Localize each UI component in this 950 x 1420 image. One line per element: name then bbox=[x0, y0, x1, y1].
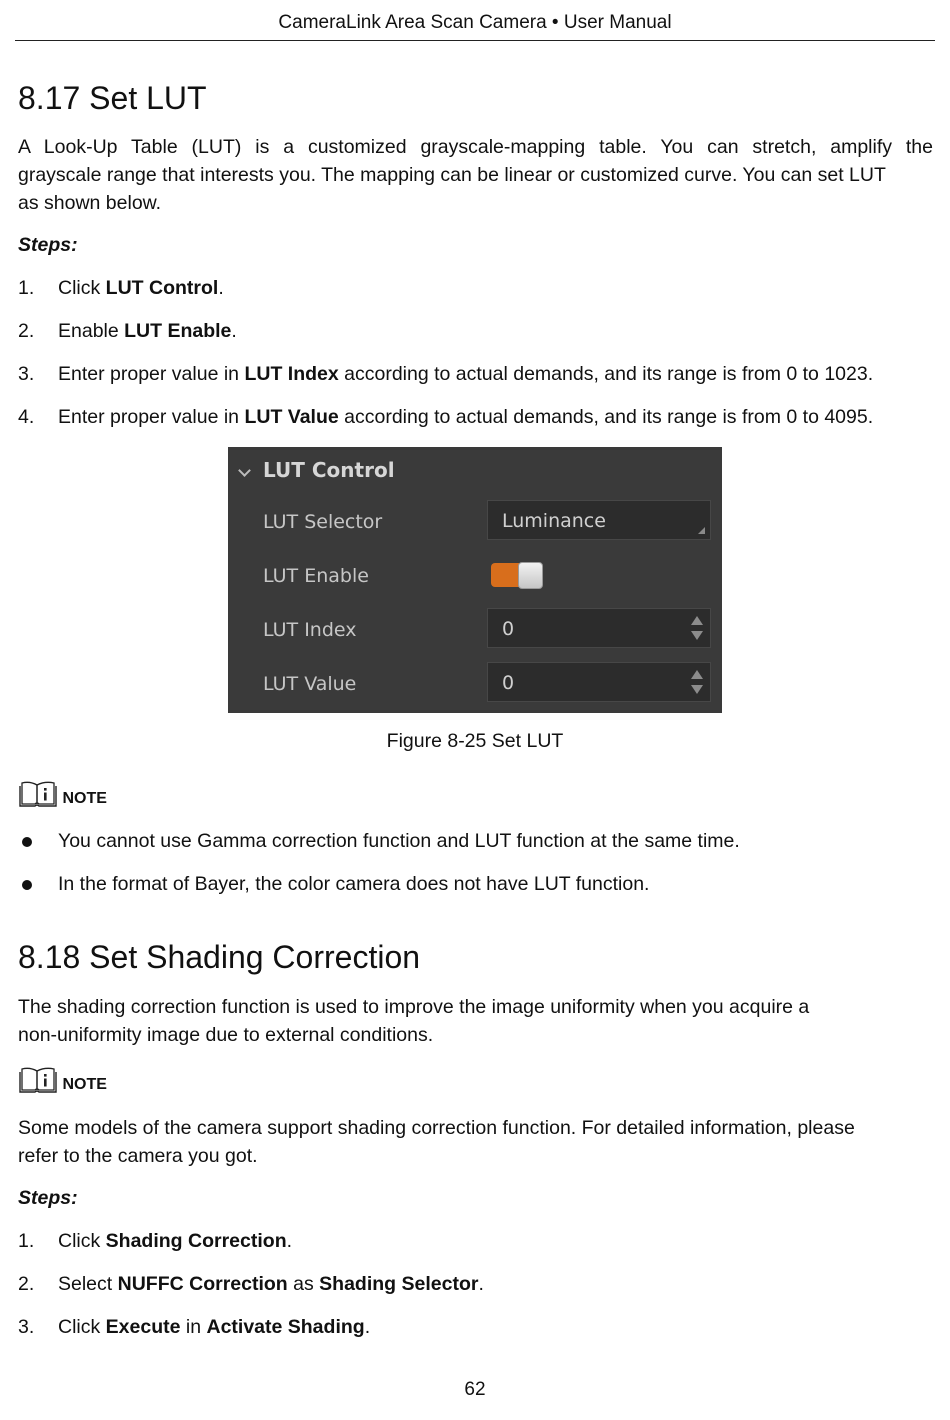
step-text: Enable bbox=[58, 320, 125, 342]
step-text: Click bbox=[58, 1316, 106, 1338]
steps-label: Steps: bbox=[18, 234, 78, 256]
lut-index-input[interactable] bbox=[487, 608, 711, 648]
step-text: according to actual demands, and its range is from 0 to 4095. bbox=[338, 406, 874, 428]
lut-control-panel bbox=[228, 447, 722, 713]
step-keyword: LUT Value bbox=[244, 406, 339, 428]
lut-selector-value: Luminance bbox=[502, 510, 606, 532]
lut-intro-line-1: A Look-Up Table (LUT) is a customized grayscale-mapping table. You can stretch, amplify the bbox=[18, 136, 933, 158]
step-number: 4. bbox=[18, 406, 35, 428]
chevron-down-icon[interactable] bbox=[238, 464, 251, 477]
step-number: 1. bbox=[18, 277, 35, 299]
steps-label: Steps: bbox=[18, 1187, 78, 1209]
step-number: 1. bbox=[18, 1230, 35, 1252]
lut-index-label: LUT Index bbox=[263, 619, 357, 641]
step-text: as bbox=[287, 1273, 320, 1295]
step-text: Click bbox=[58, 1230, 106, 1252]
shading-intro-line-1: The shading correction function is used to improve the image uniformity when you acquire a bbox=[18, 996, 810, 1018]
bullet-dot bbox=[22, 837, 32, 847]
note-book-icon bbox=[18, 780, 58, 808]
lut-index-value: 0 bbox=[502, 618, 515, 640]
step-number: 3. bbox=[18, 1316, 35, 1338]
page-number: 62 bbox=[464, 1379, 486, 1400]
step-number: 3. bbox=[18, 363, 35, 385]
toggle-knob bbox=[518, 562, 543, 589]
step-text: . bbox=[218, 277, 224, 299]
spin-up-icon[interactable] bbox=[691, 670, 703, 679]
step-keyword: LUT Enable bbox=[124, 320, 232, 342]
lut-enable-toggle[interactable] bbox=[491, 562, 545, 588]
section-heading-set-lut: 8.17 Set LUT bbox=[18, 80, 207, 116]
step-text: . bbox=[478, 1273, 484, 1295]
panel-title[interactable]: LUT Control bbox=[263, 458, 395, 482]
shading-note-line-1: Some models of the camera support shading correction function. For detailed information, please bbox=[18, 1117, 855, 1139]
step-keyword: Activate Shading bbox=[206, 1316, 365, 1338]
shading-intro-line-2: non-uniformity image due to external conditions. bbox=[18, 1024, 434, 1046]
shading-intro-paragraph bbox=[18, 993, 933, 1049]
spin-down-icon[interactable] bbox=[691, 685, 703, 694]
lut-intro-line-3: as shown below. bbox=[18, 192, 162, 214]
step-number: 2. bbox=[18, 1273, 35, 1295]
lut-value-value: 0 bbox=[502, 672, 515, 694]
lut-intro-line-2: grayscale range that interests you. The mapping can be linear or customized curve. You can set LUT bbox=[18, 164, 886, 186]
step-text: Enter proper value in bbox=[58, 406, 245, 428]
figure-caption: Figure 8-25 Set LUT bbox=[386, 730, 564, 752]
step-text: . bbox=[286, 1230, 293, 1252]
bullet-text: You cannot use Gamma correction function and LUT function at the same time. bbox=[58, 830, 740, 852]
lut-intro-paragraph bbox=[18, 133, 933, 217]
note-callout bbox=[18, 780, 107, 808]
lut-value-input[interactable] bbox=[487, 662, 711, 702]
section-heading-shading-correction: 8.18 Set Shading Correction bbox=[18, 939, 421, 975]
step-keyword: Execute bbox=[105, 1316, 181, 1338]
step-keyword: Shading Correction bbox=[105, 1230, 287, 1252]
note-label: NOTE bbox=[62, 1076, 107, 1093]
lut-selector-label: LUT Selector bbox=[263, 511, 383, 533]
shading-note-paragraph bbox=[18, 1114, 933, 1170]
spin-up-icon[interactable] bbox=[691, 616, 703, 625]
step-keyword: LUT Index bbox=[244, 363, 339, 385]
shading-note-line-2: refer to the camera you got. bbox=[18, 1145, 258, 1167]
step-text: Enter proper value in bbox=[58, 363, 245, 385]
note-label: NOTE bbox=[62, 790, 107, 807]
step-text: according to actual demands, and its range is from 0 to 1023. bbox=[338, 363, 874, 385]
step-keyword: Shading Selector bbox=[319, 1273, 479, 1295]
bullet-text: In the format of Bayer, the color camera does not have LUT function. bbox=[58, 873, 650, 895]
bullet-dot bbox=[22, 880, 32, 890]
step-number: 2. bbox=[18, 320, 35, 342]
step-keyword: NUFFC Correction bbox=[117, 1273, 288, 1295]
lut-value-label: LUT Value bbox=[263, 673, 357, 695]
step-text: . bbox=[231, 320, 237, 342]
lut-selector-dropdown[interactable] bbox=[487, 500, 711, 540]
step-text: Select bbox=[58, 1273, 118, 1295]
note-callout bbox=[18, 1066, 107, 1094]
note-book-icon bbox=[18, 1066, 58, 1094]
step-text: in bbox=[180, 1316, 207, 1338]
step-text: Click bbox=[58, 277, 106, 299]
running-header: CameraLink Area Scan Camera • User Manual bbox=[278, 12, 672, 33]
spin-down-icon[interactable] bbox=[691, 631, 703, 640]
dropdown-corner-icon bbox=[698, 527, 705, 534]
step-keyword: LUT Control bbox=[105, 277, 219, 299]
header-divider bbox=[15, 40, 935, 41]
step-text: . bbox=[364, 1316, 371, 1338]
lut-enable-label: LUT Enable bbox=[263, 565, 369, 587]
